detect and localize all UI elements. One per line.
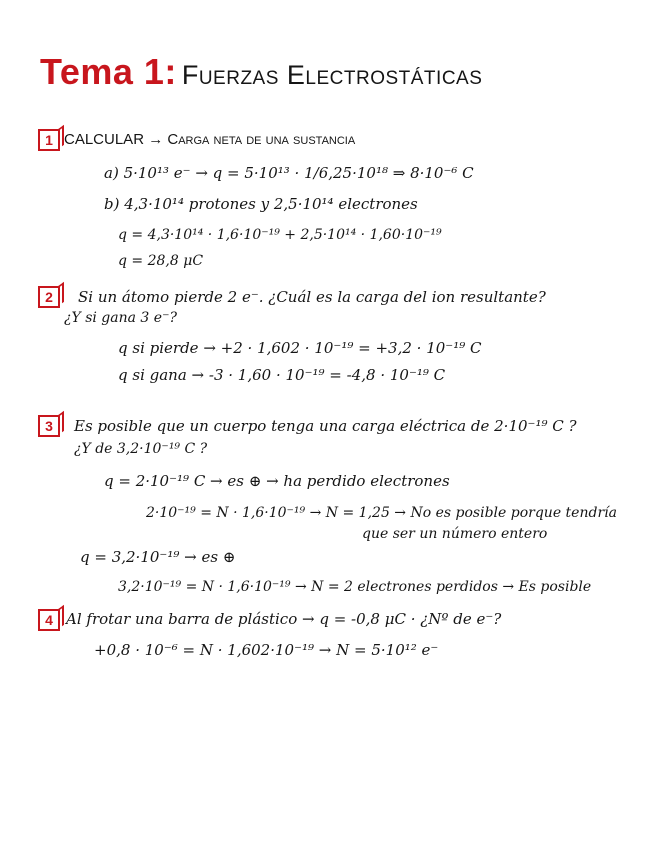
title-subtitle: Fuerzas Electrostáticas <box>181 60 483 90</box>
problem-number-badge: 3 <box>38 415 60 437</box>
problem-number-badge: 4 <box>38 609 60 631</box>
problem-heading: CALCULAR → Carga neta de una sustancia <box>64 131 356 148</box>
problem-line: q si gana → -3 · 1,60 · 10⁻¹⁹ = -4,8 · 10⁻¹⁹ C <box>118 366 446 384</box>
problem-line: q = 3,2·10⁻¹⁹ → es ⊕ <box>80 548 236 566</box>
problem-heading: Si un átomo pierde 2 e⁻. ¿Cuál es la carga del ion resultante? <box>78 288 546 306</box>
title-tema: Tema 1: <box>40 51 177 92</box>
problem-line: a) 5·10¹³ e⁻ → q = 5·10¹³ · 1/6,25·10¹⁸ ⇒ 8·10⁻⁶ C <box>104 164 474 182</box>
problem-heading: Al frotar una barra de plástico → q = -0,8 μC · ¿Nº de e⁻? <box>66 610 502 628</box>
problem-number-badge: 2 <box>38 286 60 308</box>
problem-heading: Es posible que un cuerpo tenga una carga eléctrica de 2·10⁻¹⁹ C ? <box>74 417 577 435</box>
problem-line: q = 28,8 μC <box>118 253 204 269</box>
problem-line: 2·10⁻¹⁹ = N · 1,6·10⁻¹⁹ → N = 1,25 → No es posible porque tendría <box>146 505 617 521</box>
problem-heading-continued: ¿Y de 3,2·10⁻¹⁹ C ? <box>74 441 208 457</box>
problem-line: q = 4,3·10¹⁴ · 1,6·10⁻¹⁹ + 2,5·10¹⁴ · 1,60·10⁻¹⁹ <box>118 227 442 243</box>
problem-line: q si pierde → +2 · 1,602 · 10⁻¹⁹ = +3,2 · 10⁻¹⁹ C <box>118 339 482 357</box>
problem-line: +0,8 · 10⁻⁶ = N · 1,602·10⁻¹⁹ → N = 5·10¹² e⁻ <box>94 641 439 659</box>
problem-line: b) 4,3·10¹⁴ protones y 2,5·10¹⁴ electrones <box>104 195 418 213</box>
page-title <box>40 51 483 92</box>
problem-heading-continued: ¿Y si gana 3 e⁻? <box>64 310 177 326</box>
problem-line: que ser un número entero <box>362 526 548 542</box>
problem-number-badge: 1 <box>38 129 60 151</box>
problem-line: 3,2·10⁻¹⁹ = N · 1,6·10⁻¹⁹ → N = 2 electrones perdidos → Es posible <box>118 579 592 595</box>
problem-line: q = 2·10⁻¹⁹ C → es ⊕ → ha perdido electrones <box>104 472 450 490</box>
